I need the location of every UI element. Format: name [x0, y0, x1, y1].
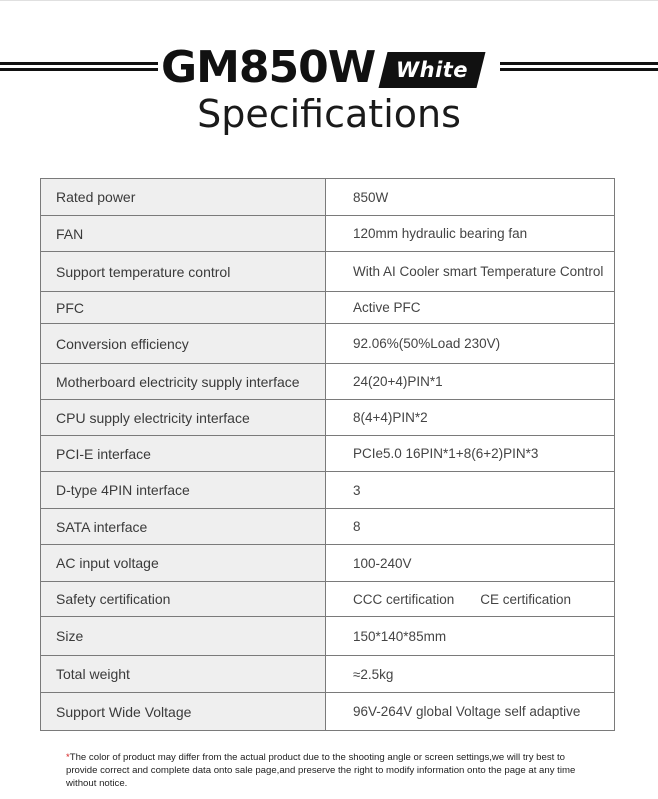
spec-row-pcie-interface	[41, 436, 615, 472]
header-decor-lines-left	[0, 62, 158, 71]
color-badge	[379, 52, 486, 88]
spec-row-wide-voltage	[41, 693, 615, 731]
spec-label: FAN	[41, 216, 326, 252]
spec-value: 120mm hydraulic bearing fan	[326, 216, 615, 252]
footnote-marker: *	[66, 752, 70, 763]
page-title: Specifications	[197, 92, 461, 136]
spec-label: AC input voltage	[41, 545, 326, 582]
spec-label: SATA interface	[41, 509, 326, 545]
spec-value: With AI Cooler smart Temperature Control	[326, 252, 615, 292]
spec-row-ac-input	[41, 545, 615, 582]
header-decor-lines-right	[500, 62, 658, 71]
spec-label: Support Wide Voltage	[41, 693, 326, 731]
spec-label: Safety certification	[41, 582, 326, 617]
top-border	[0, 0, 658, 1]
disclaimer-footnote	[66, 751, 596, 790]
color-badge-label: White	[395, 58, 469, 82]
spec-value: 92.06%(50%Load 230V)	[326, 324, 615, 364]
spec-value: 96V-264V global Voltage self adaptive	[326, 693, 615, 731]
spec-row-rated-power	[41, 179, 615, 216]
spec-label: PFC	[41, 292, 326, 324]
spec-label: PCI-E interface	[41, 436, 326, 472]
spec-label: Total weight	[41, 656, 326, 693]
spec-row-size	[41, 617, 615, 656]
spec-value: PCIe5.0 16PIN*1+8(6+2)PIN*3	[326, 436, 615, 472]
spec-row-motherboard-interface	[41, 364, 615, 400]
spec-label: Size	[41, 617, 326, 656]
spec-row-efficiency	[41, 324, 615, 364]
spec-row-safety-certification	[41, 582, 615, 617]
spec-value	[326, 582, 615, 617]
model-name: GM850W	[161, 42, 376, 93]
spec-value: 8(4+4)PIN*2	[326, 400, 615, 436]
spec-label: D-type 4PIN interface	[41, 472, 326, 509]
spec-row-cpu-interface	[41, 400, 615, 436]
spec-row-sata-interface	[41, 509, 615, 545]
spec-row-fan	[41, 216, 615, 252]
spec-label: Motherboard electricity supply interface	[41, 364, 326, 400]
spec-value: 3	[326, 472, 615, 509]
spec-label: Support temperature control	[41, 252, 326, 292]
spec-row-total-weight	[41, 656, 615, 693]
spec-label: Conversion efficiency	[41, 324, 326, 364]
spec-value: 8	[326, 509, 615, 545]
spec-value: 150*140*85mm	[326, 617, 615, 656]
spec-value: 850W	[326, 179, 615, 216]
spec-table	[40, 178, 615, 731]
spec-value: ≈2.5kg	[326, 656, 615, 693]
spec-row-temperature-control	[41, 252, 615, 292]
spec-label: CPU supply electricity interface	[41, 400, 326, 436]
spec-value: 24(20+4)PIN*1	[326, 364, 615, 400]
spec-value: Active PFC	[326, 292, 615, 324]
spec-row-dtype-interface	[41, 472, 615, 509]
spec-value: 100-240V	[326, 545, 615, 582]
spec-label: Rated power	[41, 179, 326, 216]
spec-value-ce: CE certification	[480, 591, 572, 607]
spec-value-ccc: CCC certification	[353, 591, 455, 607]
footnote-text: The color of product may differ from the actual product due to the shooting angle or screen settings,we will try best to provide correct and complete data onto sale page,and preserve the right to modify information onto the page at any time without notice.	[66, 752, 576, 789]
spec-row-pfc	[41, 292, 615, 324]
